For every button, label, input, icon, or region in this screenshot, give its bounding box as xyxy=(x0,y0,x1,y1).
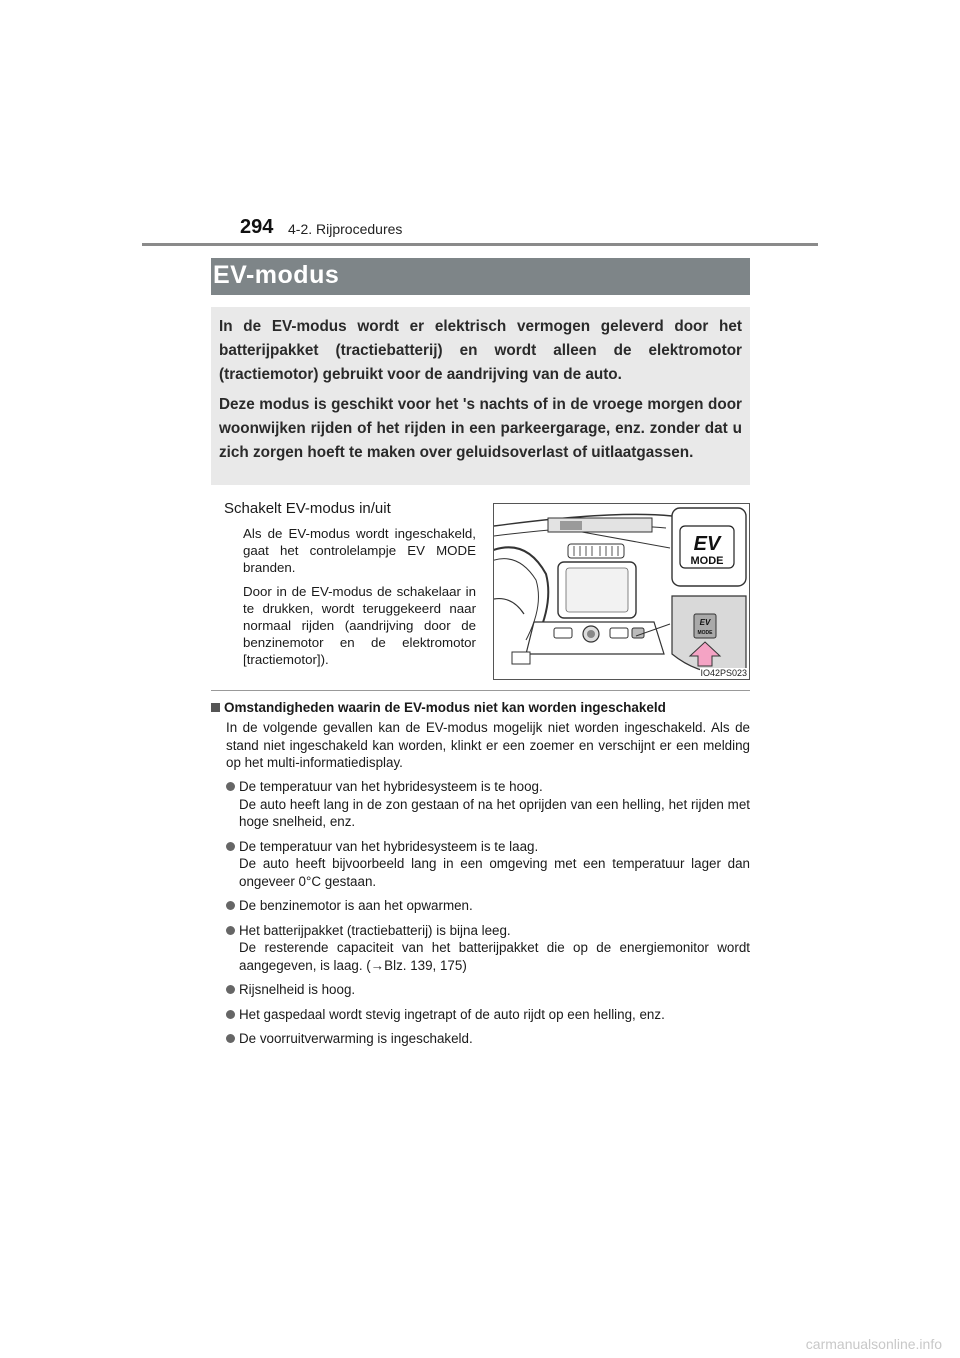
watermark: carmanualsonline.info xyxy=(805,1336,942,1352)
sub-heading xyxy=(211,700,666,715)
toggle-description xyxy=(243,525,476,675)
list-item xyxy=(226,778,750,831)
page-number: 294 xyxy=(240,216,274,238)
intro-box xyxy=(211,307,750,485)
list-item xyxy=(226,838,750,891)
bullet-detail: De resterende capaciteit van het batterijpakket die op de energiemonitor wordt aangegeven, is laag. (→Blz. 139, 175) xyxy=(239,940,750,973)
bullet-main: Het batterijpakket (tractiebatterij) is bijna leeg. xyxy=(239,922,511,938)
small-ev-label: EV xyxy=(699,618,711,627)
square-bullet-icon xyxy=(211,703,220,712)
toggle-desc-paragraph: Als de EV-modus wordt ingeschakeld, gaat het controlelampje EV MODE branden. xyxy=(243,526,476,575)
toggle-title: Schakelt EV-modus in/uit xyxy=(224,500,391,517)
sub-heading-text: Omstandigheden waarin de EV-modus niet kan worden ingeschakeld xyxy=(224,700,666,715)
bullet-icon xyxy=(226,985,235,994)
list-item xyxy=(226,897,750,915)
list-item xyxy=(226,981,750,999)
bullet-icon xyxy=(226,842,235,851)
bullet-icon xyxy=(226,926,235,935)
small-mode-label: MODE xyxy=(697,630,713,636)
ev-badge-label: EV xyxy=(693,533,721,555)
bullet-main: De temperatuur van het hybridesysteem is te laag. xyxy=(239,838,539,854)
bullet-main: De benzinemotor is aan het opwarmen. xyxy=(239,898,473,913)
bullet-main: De voorruitverwarming is ingeschakeld. xyxy=(239,1031,473,1046)
header-rule xyxy=(142,243,818,246)
figure-code: IO42PS023 xyxy=(700,668,747,678)
list-item xyxy=(226,922,750,975)
bullet-icon xyxy=(226,901,235,910)
bullet-detail: De auto heeft bijvoorbeeld lang in een omgeving met een temperatuur lager dan ongeveer 0°C gestaan. xyxy=(239,856,750,889)
bullet-main: De temperatuur van het hybridesysteem is te hoog. xyxy=(239,779,543,794)
intro-paragraph: In de EV-modus wordt er elektrisch vermogen geleverd door het batterijpakket (tractiebatterij) en wordt alleen de elektromotor (tractiemotor) gebruikt voor de aandrijving van de auto. xyxy=(219,318,742,383)
intro-paragraph: Deze modus is geschikt voor het 's nachts of in de vroege morgen door woonwijken rijden of het rijden in een parkeergarage, enz. zonder dat u zich zorgen hoeft te maken over geluidsoverlast of uitlaatgassen. xyxy=(219,396,742,461)
dashboard-figure xyxy=(493,503,750,680)
page-title: EV-modus xyxy=(213,261,340,289)
title-bar xyxy=(211,258,750,295)
section-reference: 4-2. Rijprocedures xyxy=(288,221,403,237)
section-divider xyxy=(211,690,750,691)
bullet-detail: De auto heeft lang in de zon gestaan of na het oprijden van een helling, het rijden met hoge snelheid, enz. xyxy=(239,796,750,829)
list-item xyxy=(226,1030,750,1048)
bullet-main: Rijsnelheid is hoog. xyxy=(239,982,356,997)
bullet-main: Het gaspedaal wordt stevig ingetrapt of de auto rijdt op een helling, enz. xyxy=(239,1006,665,1022)
toggle-desc-paragraph: Door in de EV-modus de schakelaar in te drukken, wordt teruggekeerd naar normaal rijden (aandrijving door de benzinemotor en de elektromotor [tractiemotor]). xyxy=(243,584,476,667)
bullet-icon xyxy=(226,1034,235,1043)
list-item xyxy=(226,1006,750,1024)
conditions-list xyxy=(226,778,750,1055)
bullet-icon xyxy=(226,1010,235,1019)
mode-badge-label: MODE xyxy=(690,555,724,567)
dashboard-illustration xyxy=(494,504,750,680)
bullet-icon xyxy=(226,782,235,791)
conditions-intro: In de volgende gevallen kan de EV-modus mogelijk niet worden ingeschakeld. Als de stand niet ingeschakeld kan worden, klinkt er een zoemer en verschijnt er een melding op het multi-informatiedisplay. xyxy=(226,720,750,770)
